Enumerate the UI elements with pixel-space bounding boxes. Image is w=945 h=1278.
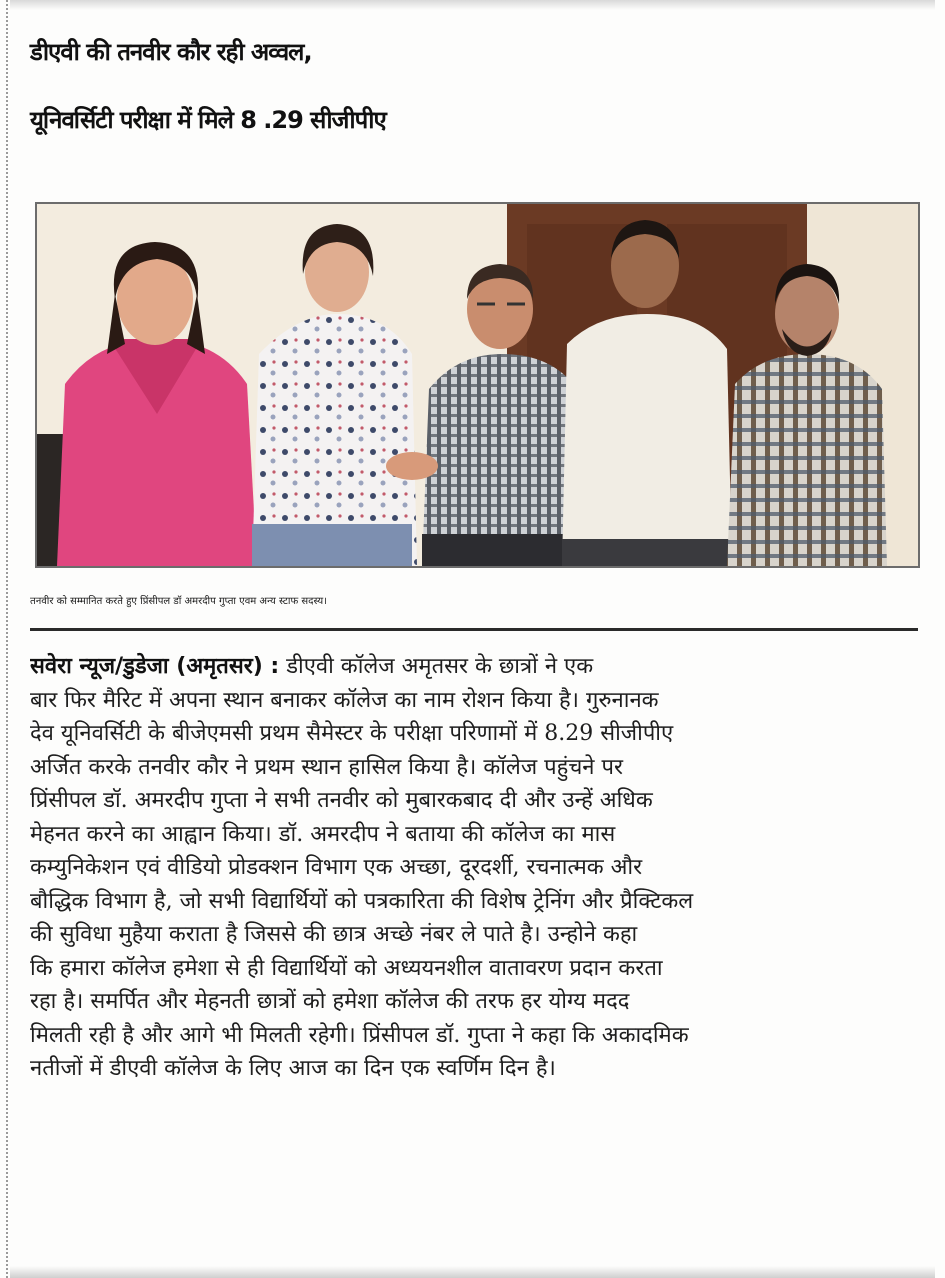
article-body (30, 650, 922, 1086)
clipped-edge-top (10, 0, 935, 10)
headline (30, 18, 925, 154)
headline-line-1: डीएवी की तनवीर कौर रही अव्वल, (30, 38, 312, 66)
caption-divider (30, 628, 918, 631)
column-divider (6, 0, 8, 1278)
article-line: नतीजों में डीएवी कॉलेज के लिए आज का दिन एक स्वर्णिम दिन है। (30, 1056, 556, 1081)
photo-illustration (37, 204, 918, 566)
article-line: अर्जित करके तनवीर कौर ने प्रथम स्थान हासिल किया है। कॉलेज पहुंचने पर (30, 754, 623, 780)
article-line: मिलती रही है और आगे भी मिलती रहेगी। प्रिंसीपल डॉ. गुप्ता ने कहा कि अकादमिक (30, 1022, 689, 1048)
article-line: कम्युनिकेशन एवं वीडियो प्रोडक्शन विभाग एक अच्छा, दूरदर्शी, रचनात्मक और (30, 855, 643, 880)
article-line: की सुविधा मुहैया कराता है जिससे की छात्र अच्छे नंबर ले पाते है। उन्होने कहा (30, 922, 638, 947)
article-line: देव यूनिवर्सिटी के बीजेएमसी प्रथम सैमेस्टर के परीक्षा परिणामों में 8.29 सीजीपीए (30, 721, 674, 746)
photo-caption: तनवीर को सम्मानित करते हुए प्रिंसीपल डॉ अमरदीप गुप्ता एवम अन्य स्टाफ सदस्य। (30, 596, 327, 607)
article-line: रहा है। समर्पित और मेहनती छात्रों को हमेशा कॉलेज की तरफ हर योग्य मदद (30, 989, 630, 1014)
headline-line-2: यूनिवर्सिटी परीक्षा में मिले 8 .29 सीजीपीए (30, 106, 386, 134)
article-line: बौद्धिक विभाग है, जो सभी विद्यार्थियों को पत्रकारिता की विशेष ट्रेनिंग और प्रैक्टिकल (30, 888, 694, 914)
article-line: कि हमारा कॉलेज हमेशा से ही विद्यार्थियों को अध्ययनशील वातावरण प्रदान करता (30, 955, 663, 981)
article-line: प्रिंसीपल डॉ. अमरदीप गुप्ता ने सभी तनवीर को मुबारकबाद दी और उन्हें अधिक (30, 788, 653, 813)
clipped-edge-bottom (10, 1266, 935, 1278)
article-line: बार फिर मैरिट में अपना स्थान बनाकर कॉलेज का नाम रोशन किया है। गुरुनानक (30, 687, 659, 713)
article-line: मेहनत करने का आह्वान किया। डॉ. अमरदीप ने बताया की कॉलेज का मास (30, 821, 616, 847)
article-line-text: डीएवी कॉलेज अमृतसर के छात्रों ने एक (286, 654, 594, 679)
dateline: सवेरा न्यूज/डुडेजा (अमृतसर) : (30, 654, 280, 679)
news-photo (35, 202, 920, 568)
article-line (30, 650, 922, 684)
hands-exchange (386, 452, 438, 480)
